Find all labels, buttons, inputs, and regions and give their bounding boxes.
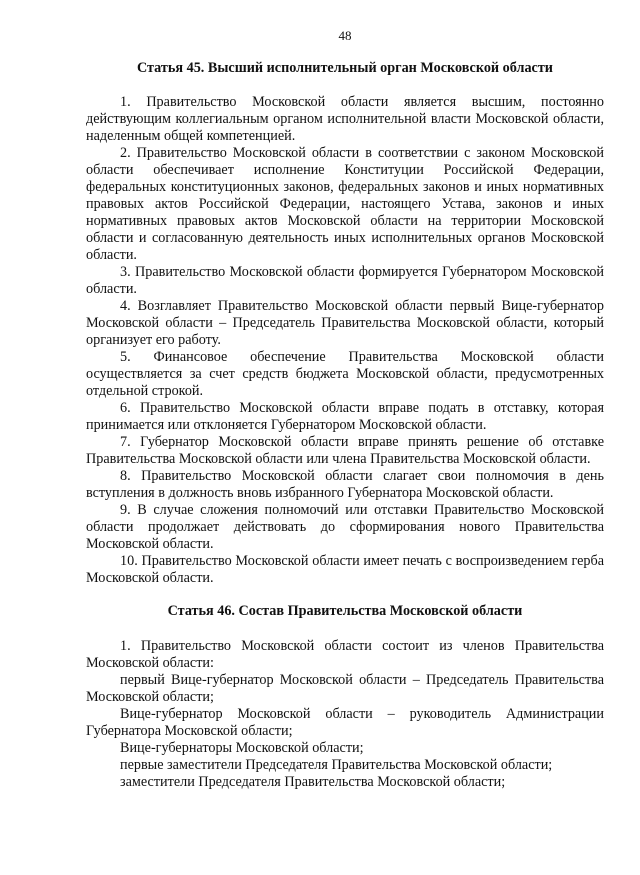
article-45-paragraph-2: 2. Правительство Московской области в соответствии с законом Московской области обеспечивает исполнение Конституции Российской Федерации, федеральных конституционных законов, федеральных законов и иных нормативных правовых актов Российской Федерации, настоящего Устава, законов и иных нормативных правовых актов Московской области на территории Московской области и согласованную деятельность иных исполнительных органов Московской области.: [86, 145, 604, 263]
section-spacer: [86, 587, 604, 603]
article-46-list-item-5: заместители Председателя Правительства Московской области;: [120, 774, 506, 790]
article-46-title: Статья 46. Состав Правительства Московской области: [167, 603, 523, 619]
article-45-paragraph-9: 9. В случае сложения полномочий или отставки Правительство Московской области продолжает действовать до сформирования нового Правительства Московской области.: [86, 502, 604, 552]
article-46-paragraph-1: 1. Правительство Московской области состоит из членов Правительства Московской области:: [86, 638, 604, 671]
article-45-paragraph-4: 4. Возглавляет Правительство Московской области первый Вице-губернатор Московской области – Председатель Правительства Московской области, который организует его работу.: [86, 298, 604, 348]
article-46-body: [86, 638, 604, 791]
article-46-list-item-3: Вице-губернаторы Московской области;: [120, 740, 364, 756]
article-46-list-item-1: первый Вице-губернатор Московской области – Председатель Правительства Московской области;: [86, 672, 604, 705]
article-45-paragraph-6: 6. Правительство Московской области вправе подать в отставку, которая принимается или отклоняется Губернатором Московской области.: [86, 400, 604, 433]
page-number: 48: [338, 28, 352, 43]
article-46-list-item-4: первые заместители Председателя Правительства Московской области;: [120, 757, 553, 773]
article-45-paragraph-10: 10. Правительство Московской области имеет печать с воспроизведением герба Московской области.: [86, 553, 604, 586]
article-45-paragraph-1: 1. Правительство Московской области является высшим, постоянно действующим коллегиальным органом исполнительной власти Московской области, наделенным общей компетенцией.: [86, 94, 604, 144]
article-46-list-item-2: Вице-губернатор Московской области – руководитель Администрации Губернатора Московской области;: [86, 706, 604, 739]
article-45-title: Статья 45. Высший исполнительный орган Московской области: [136, 60, 553, 76]
article-45-paragraph-3: 3. Правительство Московской области формируется Губернатором Московской области.: [86, 264, 604, 297]
article-45-paragraph-5: 5. Финансовое обеспечение Правительства Московской области осуществляется за счет средств бюджета Московской области, предусмотренных отдельной строкой.: [86, 349, 604, 399]
article-45-body: [86, 94, 604, 587]
article-45-paragraph-7: 7. Губернатор Московской области вправе принять решение об отставке Правительства Московской области или члена Правительства Московской области.: [86, 434, 604, 467]
document-page: [86, 28, 604, 791]
article-45-paragraph-8: 8. Правительство Московской области слагает свои полномочия в день вступления в должность вновь избранного Губернатора Московской области.: [86, 468, 604, 501]
